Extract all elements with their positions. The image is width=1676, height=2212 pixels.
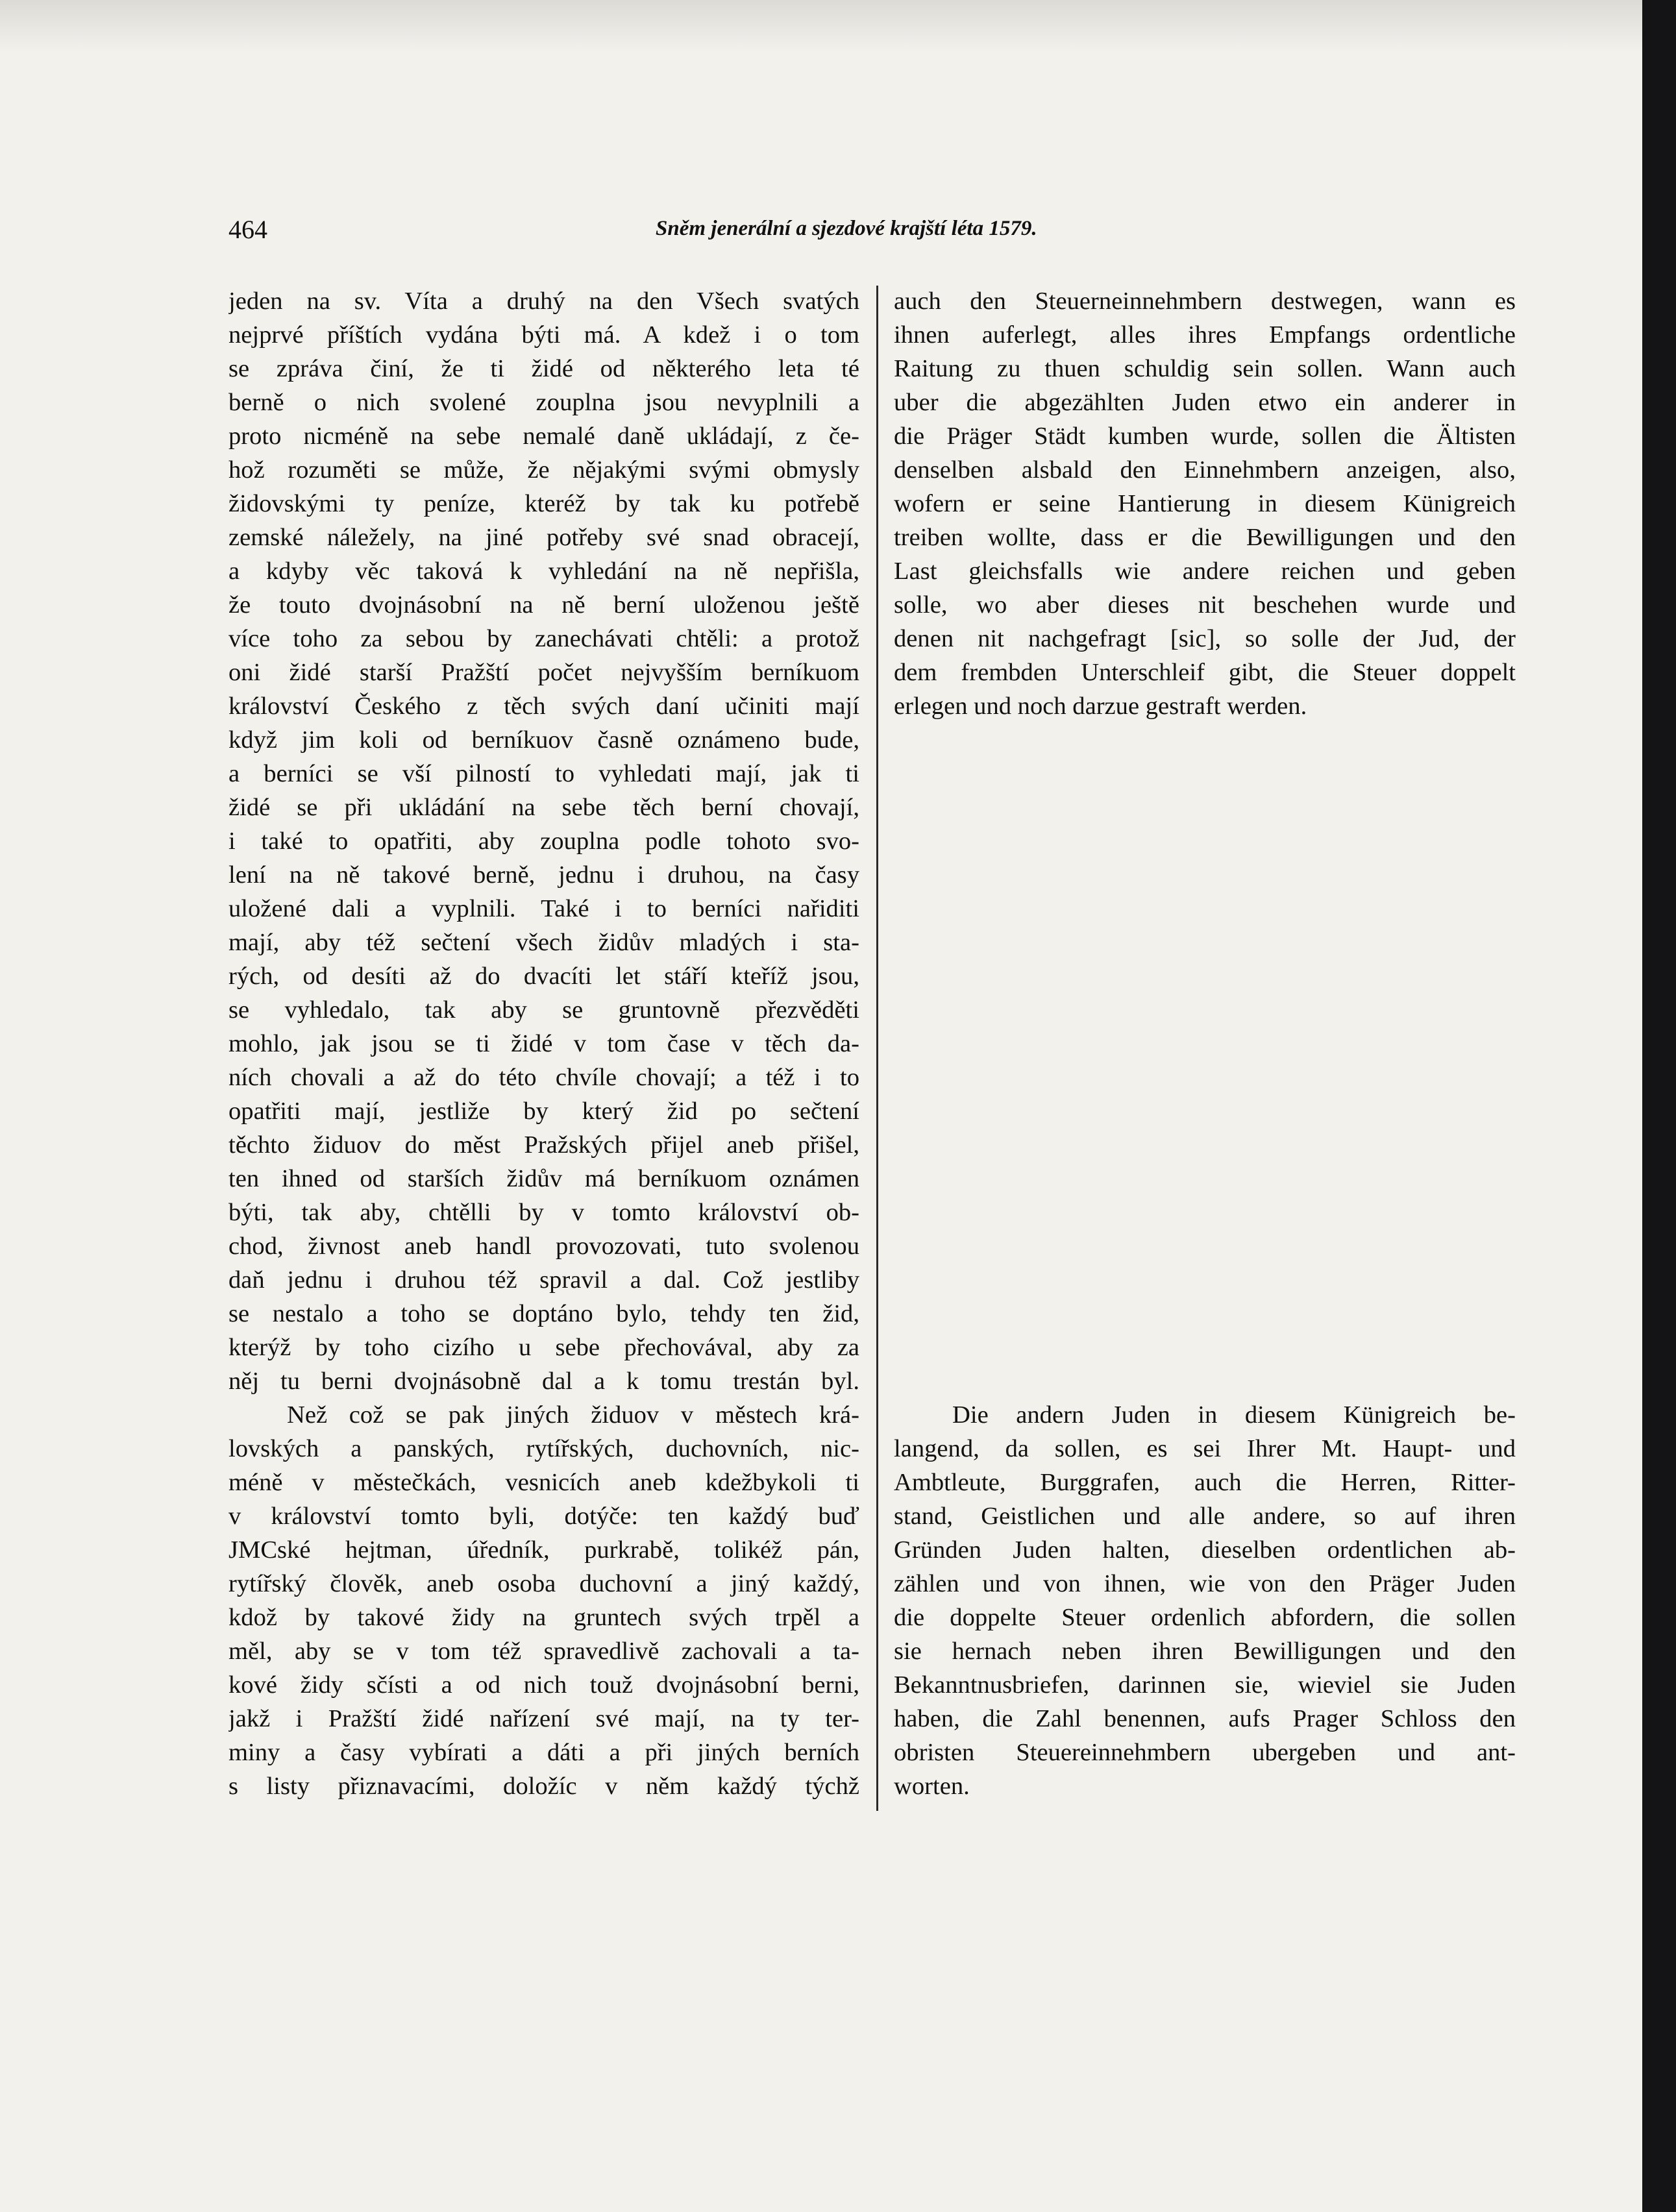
- text-line: kové židy sčísti a od nich touž dvojnásobní berni,: [228, 1671, 859, 1699]
- text-line: daň jednu i druhou též spravil a dal. Což jestliby: [228, 1266, 859, 1294]
- right-column-german: [894, 284, 1516, 723]
- text-line: treiben wollte, dass er die Bewilligungen und den: [894, 524, 1516, 551]
- text-line: obristen Steuereinnehmbern ubergeben und ant-: [894, 1739, 1516, 1766]
- text-line: zemské náležely, na jiné potřeby své snad obracejí,: [228, 524, 859, 551]
- right-column-german-paragraph-2: [894, 1398, 1516, 1803]
- text-line: ihnen auferlegt, alles ihres Empfangs ordentliche: [894, 321, 1516, 349]
- text-line: haben, die Zahl benennen, aufs Prager Schloss den: [894, 1705, 1516, 1732]
- text-line: se nestalo a toho se doptáno bylo, tehdy ten žid,: [228, 1300, 859, 1327]
- column-divider: [876, 286, 878, 1811]
- text-line: Než což se pak jiných židuov v městech krá-: [287, 1401, 859, 1429]
- text-line: ních chovali a až do této chvíle chovají; a též i to: [228, 1064, 859, 1091]
- text-line: uložené dali a vyplnili. Také i to berníci nařiditi: [228, 895, 859, 922]
- text-line: jakž i Pražští židé nařízení své mají, na ty ter-: [228, 1705, 859, 1732]
- page-header: [228, 214, 1527, 253]
- text-line: i také to opatřiti, aby zouplna podle tohoto svo-: [228, 828, 859, 855]
- text-line: se vyhledalo, tak aby se gruntovně přezvěděti: [228, 996, 859, 1024]
- text-line: chod, živnost aneb handl provozovati, tuto svolenou: [228, 1233, 859, 1260]
- text-line: více toho za sebou by zanechávati chtěli: a protož: [228, 625, 859, 652]
- text-line: že touto dvojnásobní na ně berní uloženou ještě: [228, 591, 859, 619]
- scan-shadow: [0, 0, 1642, 52]
- text-line: židé se při ukládání na sebe těch berní chovají,: [228, 794, 859, 821]
- text-line: berně o nich svolené zouplna jsou nevyplnili a: [228, 389, 859, 416]
- text-line: kdož by takové židy na gruntech svých trpěl a: [228, 1604, 859, 1631]
- text-line: v království tomto byli, dotýče: ten každý buď: [228, 1503, 859, 1530]
- text-line: mohlo, jak jsou se ti židé v tom čase v těch da-: [228, 1030, 859, 1057]
- text-line: rytířský člověk, aneb osoba duchovní a jiný každý,: [228, 1570, 859, 1597]
- text-line: rých, od desíti až do dvacíti let stáří kteříž jsou,: [228, 963, 859, 990]
- text-line: miny a časy vybírati a dáti a při jiných berních: [228, 1739, 859, 1766]
- page-number: 464: [228, 215, 267, 244]
- text-line: erlegen und noch darzue gestraft werden.: [894, 693, 1307, 720]
- text-line: uber die abgezählten Juden etwo ein anderer in: [894, 389, 1516, 416]
- text-line: langend, da sollen, es sei Ihrer Mt. Haupt- und: [894, 1435, 1516, 1462]
- text-line: zählen und von ihnen, wie von den Präger Juden: [894, 1570, 1516, 1597]
- text-line: jeden na sv. Víta a druhý na den Všech svatých: [228, 288, 859, 315]
- text-line: méně v městečkách, vesnicích aneb kdežbykoli ti: [228, 1469, 859, 1496]
- text-line: denen nit nachgefragt [sic], so solle der Jud, der: [894, 625, 1516, 652]
- text-line: nejprvé příštích vydána býti má. A kdež i o tom: [228, 321, 859, 349]
- text-line: s listy přiznavacími, doložíc v něm každý týchž: [228, 1773, 859, 1800]
- text-line: mají, aby též sečtení všech židův mladých i sta-: [228, 929, 859, 956]
- text-line: Last gleichsfalls wie andere reichen und geben: [894, 558, 1516, 585]
- left-column-czech: [228, 284, 859, 1803]
- text-line: lovských a panských, rytířských, duchovních, nic-: [228, 1435, 859, 1462]
- text-line: a kdyby věc taková k vyhledání na ně nepřišla,: [228, 558, 859, 585]
- text-line: solle, wo aber dieses nit beschehen wurde und: [894, 591, 1516, 619]
- text-line: oni židé starší Pražští počet nejvyšším berníkuom: [228, 659, 859, 686]
- text-line: Gründen Juden halten, dieselben ordentlichen ab-: [894, 1536, 1516, 1564]
- text-line: Bekanntnusbriefen, darinnen sie, wieviel sie Juden: [894, 1671, 1516, 1699]
- text-line: měl, aby se v tom též spravedlivě zachovali a ta-: [228, 1638, 859, 1665]
- running-title: Sněm jenerální a sjezdové krajští léta 1579.: [656, 217, 1037, 240]
- text-line: lení na ně takové berně, jednu i druhou, na časy: [228, 861, 859, 889]
- text-line: denselben alsbald den Einnehmbern anzeigen, also,: [894, 456, 1516, 484]
- text-line: a berníci se vší pilností to vyhledati mají, jak ti: [228, 760, 859, 787]
- text-line: dem frembden Unterschleif gibt, die Steuer doppelt: [894, 659, 1516, 686]
- text-line: wofern er seine Hantierung in diesem Künigreich: [894, 490, 1516, 517]
- text-line: království Českého z těch svých daní učiniti mají: [228, 693, 859, 720]
- text-line: těchto židuov do měst Pražských přijel aneb přišel,: [228, 1131, 859, 1159]
- text-line: opatřiti mají, jestliže by který žid po sečtení: [228, 1098, 859, 1125]
- text-line: Ambtleute, Burggrafen, auch die Herren, Ritter-: [894, 1469, 1516, 1496]
- text-line: die doppelte Steuer ordenlich abfordern, die sollen: [894, 1604, 1516, 1631]
- text-line: něj tu berni dvojnásobně dal a k tomu trestán byl.: [228, 1368, 859, 1395]
- text-line: hož rozuměti se může, že nějakými svými obmysly: [228, 456, 859, 484]
- text-line: JMCské hejtman, úředník, purkrabě, tolikéž pán,: [228, 1536, 859, 1564]
- text-line: Die andern Juden in diesem Künigreich be-: [952, 1401, 1516, 1429]
- text-line: sie hernach neben ihren Bewilligungen und den: [894, 1638, 1516, 1665]
- text-line: Raitung zu thuen schuldig sein sollen. Wann auch: [894, 355, 1516, 382]
- text-line: die Präger Städt kumben wurde, sollen die Ältisten: [894, 423, 1516, 450]
- text-line: židovskými ty peníze, kteréž by tak ku potřebě: [228, 490, 859, 517]
- text-line: kterýž by toho cizího u sebe přechovával, aby za: [228, 1334, 859, 1361]
- text-line: býti, tak aby, chtělli by v tomto království ob-: [228, 1199, 859, 1226]
- scan-border: [1642, 0, 1676, 2212]
- text-line: když jim koli od berníkuov časně oznámeno bude,: [228, 726, 859, 754]
- text-line: stand, Geistlichen und alle andere, so auf ihren: [894, 1503, 1516, 1530]
- text-line: ten ihned od starších židův má berníkuom oznámen: [228, 1165, 859, 1192]
- text-line: auch den Steuerneinnehmbern destwegen, wann es: [894, 288, 1516, 315]
- text-line: se zpráva činí, že ti židé od některého leta té: [228, 355, 859, 382]
- text-line: proto nicméně na sebe nemalé daně ukládají, z če-: [228, 423, 859, 450]
- text-line: worten.: [894, 1773, 970, 1800]
